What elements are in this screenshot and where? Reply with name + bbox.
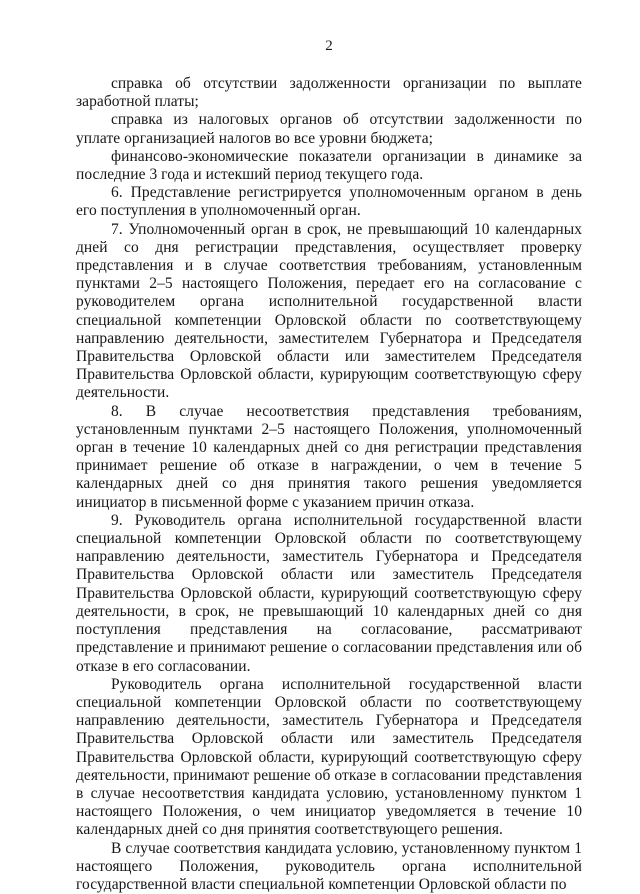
paragraph-financial-indicators: финансово-экономические показатели организации в динамике за последние 3 года и истекший период текущего года. xyxy=(76,147,582,184)
paragraph-item-9: 9. Руководитель органа исполнительной государственной власти специальной компетенции Орловской области по соответствующему направлению деятельности, заместитель Губернатора и Председателя Правительства Орловской области или заместитель Председателя Правительства Орловской области, курирующий соответствующую сферу деятельности, в срок, не превышающий 10 календарных дней со дня поступления представления на согласование, рассматривают представление и принимают решение о согласовании представления или об отказе в его согласовании. xyxy=(76,511,582,675)
paragraph-item-8: 8. В случае несоответствия представления требованиям, установленным пунктами 2–5 настоящего Положения, уполномоченный орган в течение 10 календарных дней со дня регистрации представления принимает решение об отказе в награждении, о чем в течение 5 календарных дней со дня принятия такого решения уведомляется инициатор в письменной форме с указанием причин отказа. xyxy=(76,402,582,511)
paragraph-item-9-approval: В случае соответствия кандидата условию, установленному пунктом 1 настоящего Положения, руководитель органа исполнительной государственной власти специальной компетенции Орловской области по xyxy=(76,839,582,893)
page-number: 2 xyxy=(325,38,333,54)
paragraph-salary-debt-certificate: справка об отсутствии задолженности организации по выплате заработной платы; xyxy=(76,75,582,111)
paragraph-item-9-refusal: Руководитель органа исполнительной государственной власти специальной компетенции Орловской области по соответствующему направлению деятельности, заместитель Губернатора и Председателя Правительства Орловской области или заместитель Председателя Правительства Орловской области, курирующий соответствующую сферу деятельности, принимают решение об отказе в согласовании представления в случае несоответствия кандидата условию, установленному пунктом 1 настоящего Положения, о чем инициатор уведомляется в течение 10 календарных дней со дня принятия соответствующего решения. xyxy=(76,675,582,839)
paragraph-item-7: 7. Уполномоченный орган в срок, не превышающий 10 календарных дней со дня регистрации представления, осуществляет проверку представления и в случае соответствия требованиям, установленным пунктами 2–5 настоящего Положения, передает его на согласование с руководителем органа исполнительной государственной власти специальной компетенции Орловской области по соответствующему направлению деятельности, заместителем Губернатора и Председателя Правительства Орловской области или заместителем Председателя Правительства Орловской области, курирующим соответствующую сферу деятельности. xyxy=(76,220,582,402)
paragraph-tax-debt-certificate: справка из налоговых органов об отсутствии задолженности по уплате организацией налогов во все уровни бюджета; xyxy=(76,111,582,147)
paragraph-item-6: 6. Представление регистрируется уполномоченным органом в день его поступления в уполномоченный орган. xyxy=(76,184,582,220)
